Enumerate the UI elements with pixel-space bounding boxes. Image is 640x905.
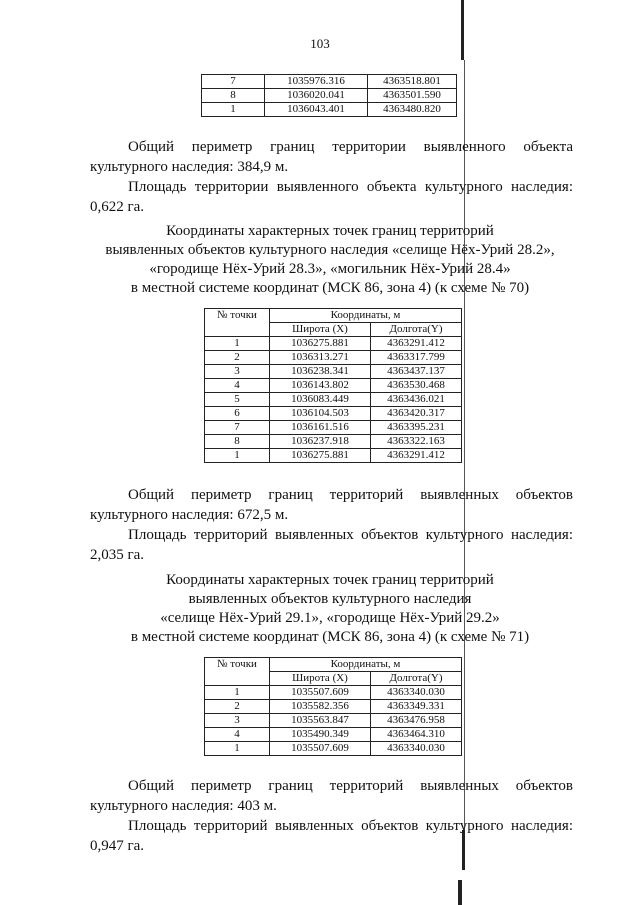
column-header-coords: Координаты, м (270, 309, 462, 323)
table-row: 5 1036083.449 4363436.021 (205, 393, 462, 407)
table-row: 6 1036104.503 4363420.317 (205, 407, 462, 421)
table-row: 8 1036237.918 4363322.163 (205, 435, 462, 449)
summary-block-70 (90, 485, 573, 565)
area-text: Площадь территорий выявленных объектов культурного наследия: 2,035 га. (90, 527, 573, 563)
table-continuation (201, 74, 457, 117)
table-row: 7 1035976.316 4363518.801 (202, 75, 457, 89)
column-header-lon: Долгота(Y) (371, 323, 462, 337)
scan-artifact-line (461, 0, 464, 60)
section-heading-71: Координаты характерных точек границ территорий выявленных объектов культурного наследия «селище Нёх-Урий 29.1», «городище Нёх-Урий 29.2» в местной системе координат (МСК 86, зона 4) (к схеме № 71) (130, 572, 530, 645)
table-row: 1 1036275.881 4363291.412 (205, 337, 462, 351)
table-row: 3 1035563.847 4363476.958 (205, 714, 462, 728)
coordinates-table (204, 657, 462, 756)
column-header-coords: Координаты, м (270, 658, 462, 672)
table-row: 8 1036020.041 4363501.590 (202, 89, 457, 103)
summary-block-0 (90, 137, 573, 217)
table-scheme-70 (204, 308, 462, 463)
table-row: 1 1035507.609 4363340.030 (205, 742, 462, 756)
area-text: Площадь территорий выявленных объектов культурного наследия: 0,947 га. (90, 818, 573, 854)
column-header-lat: Широта (X) (270, 672, 371, 686)
column-header-lat: Широта (X) (270, 323, 371, 337)
perimeter-text: Общий периметр границ территории выявленного объекта культурного наследия: 384,9 м. (90, 139, 573, 175)
table-row: 3 1036238.341 4363437.137 (205, 365, 462, 379)
section-heading-70: Координаты характерных точек границ территорий выявленных объектов культурного наследия «селище Нёх-Урий 28.2», «городище Нёх-Урий 28.3», «могильник Нёх-Урий 28.4» в местной системе координат (МСК 86, зона 4) (к схеме № 70) (105, 223, 555, 296)
page-number: 103 (310, 36, 330, 51)
table-row: 1 1035507.609 4363340.030 (205, 686, 462, 700)
column-header-point: № точки (205, 309, 270, 337)
table-scheme-71 (204, 657, 462, 756)
table-row: 7 1036161.516 4363395.231 (205, 421, 462, 435)
table-row: 1 1036275.881 4363291.412 (205, 449, 462, 463)
scan-artifact-line (458, 880, 462, 905)
table-row: 2 1036313.271 4363317.799 (205, 351, 462, 365)
table-row: 4 1036143.802 4363530.468 (205, 379, 462, 393)
table-row: 4 1035490.349 4363464.310 (205, 728, 462, 742)
perimeter-text: Общий периметр границ территорий выявленных объектов культурного наследия: 672,5 м. (90, 487, 573, 523)
table-header-row (205, 309, 462, 323)
coordinates-table (201, 74, 457, 117)
table-row: 1 1036043.401 4363480.820 (202, 103, 457, 117)
table-header-row (205, 658, 462, 672)
table-row: 2 1035582.356 4363349.331 (205, 700, 462, 714)
summary-block-71 (90, 776, 573, 856)
coordinates-table (204, 308, 462, 463)
area-text: Площадь территории выявленного объекта культурного наследия: 0,622 га. (90, 179, 573, 215)
column-header-lon: Долгота(Y) (371, 672, 462, 686)
perimeter-text: Общий периметр границ территорий выявленных объектов культурного наследия: 403 м. (90, 778, 573, 814)
column-header-point: № точки (205, 658, 270, 686)
